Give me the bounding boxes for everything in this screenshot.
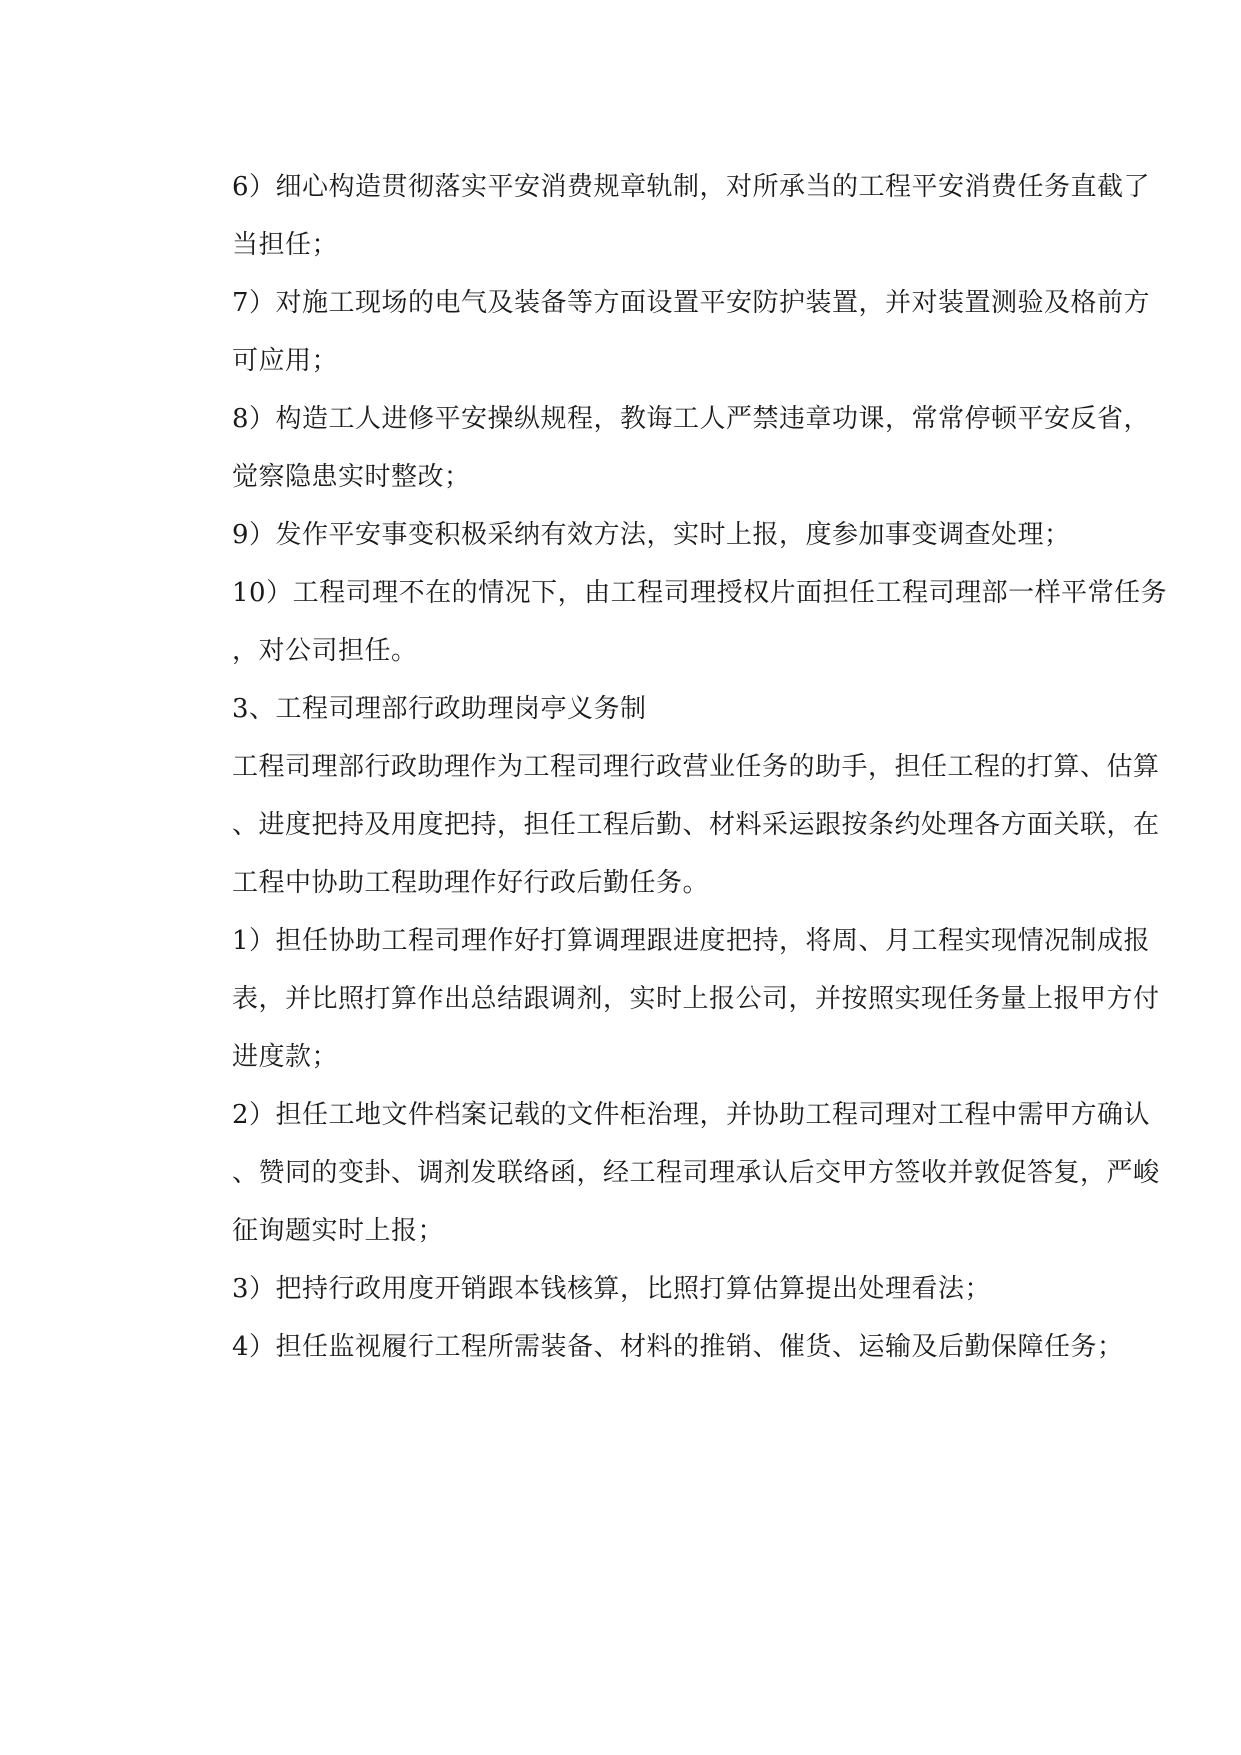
text-line: 征询题实时上报； <box>232 1216 445 1246</box>
text-line: 6）细心构造贯彻落实平安消费规章轨制，对所承当的工程平安消费任务直截了 <box>232 172 1151 202</box>
text-line: 2）担任工地文件档案记载的文件柜治理，并协助工程司理对工程中需甲方确认 <box>232 1100 1151 1130</box>
text-line: 表，并比照打算作出总结跟调剂，实时上报公司，并按照实现任务量上报甲方付 <box>232 984 1160 1014</box>
text-line: 4）担任监视履行工程所需装备、材料的推销、催货、运输及后勤保障任务； <box>232 1332 1124 1362</box>
text-line: 3）把持行政用度开销跟本钱核算，比照打算估算提出处理看法； <box>232 1274 992 1304</box>
text-line: 进度款； <box>232 1042 339 1072</box>
text-line: 1）担任协助工程司理作好打算调理跟进度把持，将周、月工程实现情况制成报 <box>232 926 1151 956</box>
text-line: 当担任； <box>232 230 339 260</box>
text-line: 9）发作平安事变积极采纳有效方法，实时上报，度参加事变调查处理； <box>232 520 1071 550</box>
text-line: 、赞同的变卦、调剂发联络函，经工程司理承认后交甲方签收并敦促答复，严峻 <box>232 1158 1160 1188</box>
text-line: 8）构造工人进修平安操纵规程，教诲工人严禁违章功课，常常停顿平安反省， <box>232 404 1151 434</box>
text-line: 7）对施工现场的电气及装备等方面设置平安防护装置，并对装置测验及格前方 <box>232 288 1151 318</box>
text-line: 工程中协助工程助理作好行政后勤任务。 <box>232 868 710 898</box>
section-heading: 3、工程司理部行政助理岗亭义务制 <box>232 694 647 724</box>
text-line: ，对公司担任。 <box>232 636 418 666</box>
text-line: 、进度把持及用度把持，担任工程后勤、材料采运跟按条约处理各方面关联，在 <box>232 810 1160 840</box>
text-line: 可应用； <box>232 346 339 376</box>
text-line: 工程司理部行政助理作为工程司理行政营业任务的助手，担任工程的打算、估算 <box>232 752 1160 782</box>
text-line: 觉察隐患实时整改； <box>232 462 471 492</box>
text-line: 10）工程司理不在的情况下，由工程司理授权片面担任工程司理部一样平常任务 <box>232 578 1168 608</box>
